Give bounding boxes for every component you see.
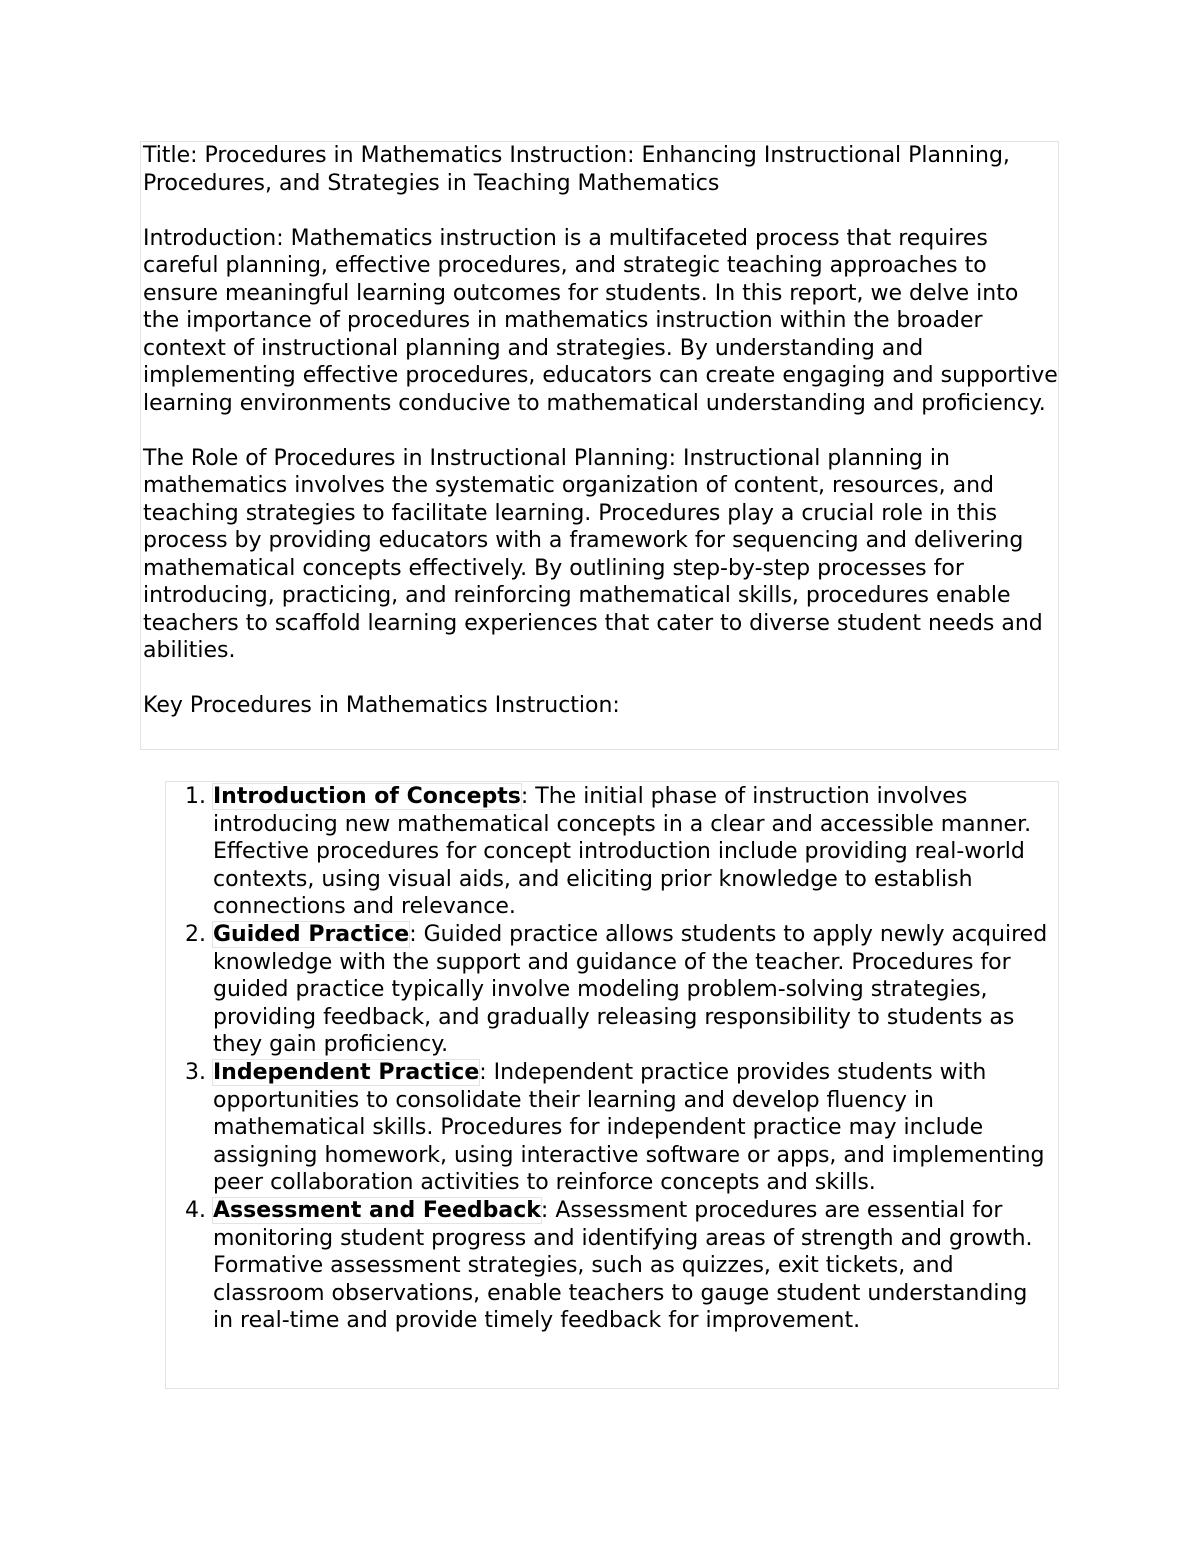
list-item-text: : Independent practice provides students with opportunities to consolidate their learning and develop fluency in mathematical skills. Procedures for independent practice may include assigning homework, using interactive software or apps, and implementing peer collaboration activities to reinforce concepts and skills. — [213, 1059, 1045, 1196]
introduction-paragraph: Introduction: Mathematics instruction is a multifaceted process that requires careful planning, effective procedures, and strategic teaching approaches to ensure meaningful learning outcomes for students. In this report, we delve into the importance of procedures in mathematics instruction within the broader context of instructional planning and strategies. By understanding and implementing effective procedures, educators can create engaging and supportive learning environments conducive to mathematical understanding and proficiency. — [143, 225, 1058, 416]
document-title: Title: Procedures in Mathematics Instruction: Enhancing Instructional Planning, Procedures, and Strategies in Teaching Mathematics — [143, 143, 1010, 196]
list-item-number: 4. — [185, 1197, 206, 1223]
list-item — [166, 1059, 1058, 1197]
list-item-number: 3. — [185, 1059, 206, 1085]
key-procedures-heading: Key Procedures in Mathematics Instruction: — [143, 693, 620, 718]
text-block-intro — [140, 141, 1059, 750]
list-item-term: Introduction of Concepts — [213, 784, 521, 809]
list-item-term: Assessment and Feedback — [213, 1197, 541, 1223]
list-item-term: Independent Practice — [213, 1059, 480, 1085]
list-item-number: 1. — [185, 784, 206, 809]
list-item-text: : The initial phase of instruction involves introducing new mathematical concepts in a clear and accessible manner. Effective procedures for concept introduction include providing real-world contexts, using visual aids, and eliciting prior knowledge to establish connections and relevance. — [213, 784, 1032, 920]
procedures-list — [166, 783, 1058, 1335]
list-item-number: 2. — [185, 921, 206, 947]
list-item-text: : Assessment procedures are essential for monitoring student progress and identifying areas of strength and growth. Formative assessment strategies, such as quizzes, exit tickets, and classroom observations, enable teachers to gauge student understanding in real-time and provide timely feedback for improvement. — [213, 1197, 1033, 1334]
list-item — [166, 783, 1058, 921]
list-item — [166, 921, 1058, 1059]
role-paragraph: The Role of Procedures in Instructional Planning: Instructional planning in mathematics involves the systematic organization of content, resources, and teaching strategies to facilitate learning. Procedures play a crucial role in this process by providing educators with a framework for sequencing and delivering mathematical concepts effectively. By outlining step-by-step processes for introducing, practicing, and reinforcing mathematical skills, procedures enable teachers to scaffold learning experiences that cater to diverse student needs and abilities. — [143, 445, 1043, 663]
list-item — [166, 1197, 1058, 1335]
text-block-procedures-list — [165, 781, 1059, 1389]
list-item-text: : Guided practice allows students to apply newly acquired knowledge with the support and guidance of the teacher. Procedures for guided practice typically involve modeling problem-solving strategies, providing feedback, and gradually releasing responsibility to students as they gain proficiency. — [213, 921, 1048, 1058]
list-item-term: Guided Practice — [213, 921, 410, 947]
